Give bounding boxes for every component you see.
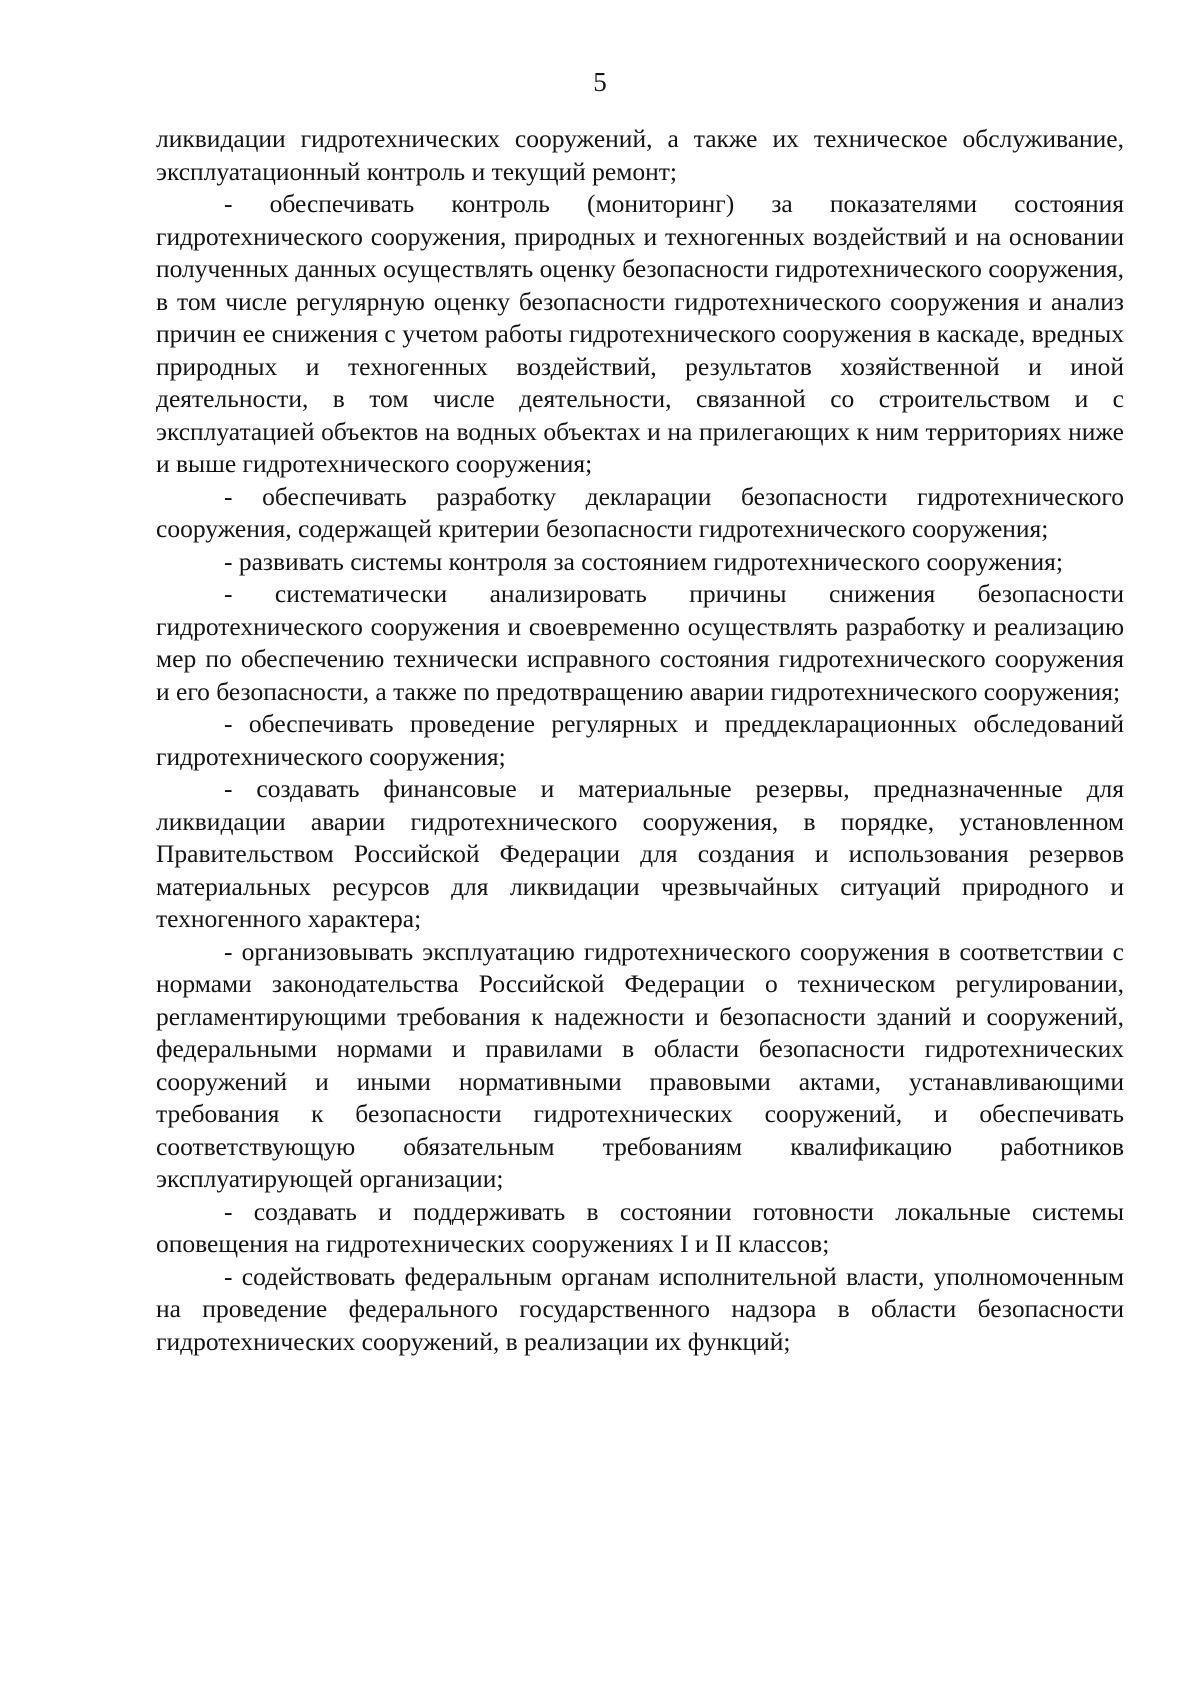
paragraph-monitoring: - обеспечивать контроль (мониторинг) за показателями состояния гидротехнического сооружения, природных и техногенных воздействий и на основании полученных данных осуществлять оценку безопасности гидротехнического сооружения, в том числе регулярную оценку безопасности гидротехнического сооружения и анализ причин ее снижения с учетом работы гидротехнического сооружения в каскаде, вредных природных и техногенных воздействий, результатов хозяйственной и иной деятельности, в том числе деятельности, связанной со строительством и с эксплуатацией объектов на водных объектах и на прилегающих к ним территориях ниже и выше гидротехнического сооружения; — [156, 189, 1124, 478]
paragraph-declaration: - обеспечивать разработку декларации безопасности гидротехнического сооружения, содержащей критерии безопасности гидротехнического сооружения; — [156, 481, 1124, 543]
paragraph-inspections: - обеспечивать проведение регулярных и преддекларационных обследований гидротехнического сооружения; — [156, 709, 1124, 771]
paragraph-analysis: - систематически анализировать причины снижения безопасности гидротехнического сооружения и своевременно осуществлять разработку и реализацию мер по обеспечению технически исправного состояния гидротехнического сооружения и его безопасности, а также по предотвращению аварии гидротехнического сооружения; — [156, 579, 1124, 706]
paragraph-control-systems: - развивать системы контроля за состоянием гидротехнического сооружения; — [224, 546, 1063, 576]
paragraph-assistance: - содействовать федеральным органам исполнительной власти, уполномоченным на проведение федерального государственного надзора в области безопасности гидротехнических сооружений, в реализации их функций; — [156, 1261, 1124, 1356]
document-body — [156, 123, 1124, 1358]
page-number: 5 — [593, 67, 607, 97]
paragraph-reserves: - создавать финансовые и материальные резервы, предназначенные для ликвидации аварии гидротехнического сооружения, в порядке, установленном Правительством Российской Федерации для создания и использования резервов материальных ресурсов для ликвидации чрезвычайных ситуаций природного и техногенного характера; — [156, 774, 1124, 933]
paragraph-continuation: ликвидации гидротехнических сооружений, а также их техническое обслуживание, эксплуатационный контроль и текущий ремонт; — [156, 124, 1124, 186]
paragraph-warning-systems: - создавать и поддерживать в состоянии готовности локальные системы оповещения на гидротехнических сооружениях I и II классов; — [156, 1196, 1124, 1258]
paragraph-operation: - организовывать эксплуатацию гидротехнического сооружения в соответствии с нормами законодательства Российской Федерации о техническом регулировании, регламентирующими требования к надежности и безопасности зданий и сооружений, федеральными нормами и правилами в области безопасности гидротехнических сооружений и иными нормативными правовыми актами, устанавливающими требования к безопасности гидротехнических сооружений, и обеспечивать соответствующую обязательным требованиям квалификацию работников эксплуатирующей организации; — [156, 936, 1124, 1193]
